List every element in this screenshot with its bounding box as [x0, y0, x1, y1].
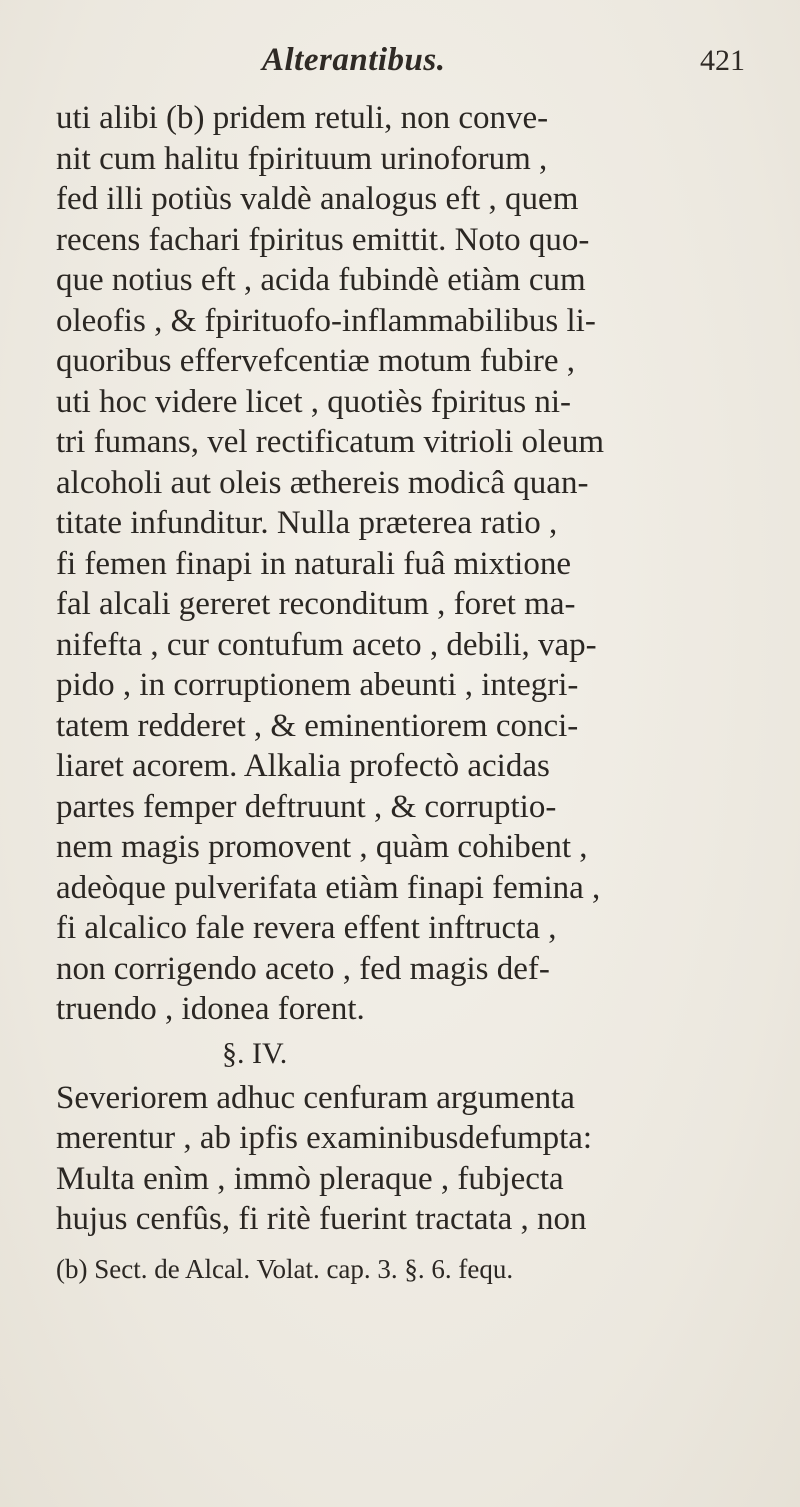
text-line: uti hoc videre licet , quotiès fpiritus ni- — [56, 383, 572, 420]
text-line: alcoholi aut oleis æthereis modicâ quan- — [56, 464, 589, 501]
running-head-title: Alterantibus. — [262, 42, 446, 78]
text-line: truendo , idonea forent. — [56, 991, 365, 1027]
text-line: fed illi potiùs valdè analogus eft , quem — [56, 181, 579, 217]
running-head — [0, 38, 800, 98]
text-line: uti alibi (b) pridem retuli, non conve- — [56, 100, 549, 136]
text-line: liaret acorem. Alkalia profectò acidas — [56, 748, 550, 784]
text-line: que notius eft , acida fubindè etiàm cum — [56, 262, 586, 298]
text-line: nem magis promovent , quàm cohibent , — [56, 829, 588, 865]
text-line: quoribus effervefcentiæ motum fubire , — [56, 343, 575, 379]
text-line: hujus cenfûs, fi ritè fuerint tractata , non — [56, 1201, 587, 1237]
text-line: fi femen finapi in naturali fuâ mixtione — [56, 545, 571, 582]
page-number: 421 — [700, 44, 745, 77]
text-line: Multa enìm , immò pleraque , fubjecta — [56, 1160, 564, 1197]
text-line: Severiorem adhuc cenfuram argumenta — [56, 1079, 575, 1116]
text-line: tri fumans, vel rectificatum vitrioli oleum — [56, 424, 605, 460]
text-line: fi alcalico fale revera effent inftructa , — [56, 910, 557, 946]
body-text — [56, 98, 756, 1240]
text-line: oleofis , & fpirituofo-inflammabilibus li- — [56, 302, 596, 339]
text-line: fal alcali gereret reconditum , foret ma- — [56, 586, 576, 622]
text-line: non corrigendo aceto , fed magis def- — [56, 950, 550, 987]
text-line: pido , in corruptionem abeunti , integri- — [56, 667, 579, 703]
text-line: merentur , ab ipfis examinibusdefumpta: — [56, 1120, 593, 1156]
section-heading: §. IV. — [222, 1036, 288, 1070]
text-line: tatem redderet , & eminentiorem conci- — [56, 707, 579, 744]
footnote: (b) Sect. de Alcal. Volat. cap. 3. §. 6. fequ. — [56, 1254, 514, 1284]
text-line: nit cum halitu fpirituum urinoforum , — [56, 140, 548, 177]
text-line: titate infunditur. Nulla præterea ratio , — [56, 505, 558, 541]
text-line: recens fachari fpiritus emittit. Noto quo- — [56, 221, 590, 258]
text-line: nifefta , cur contufum aceto , debili, vap- — [56, 626, 597, 663]
text-line: partes femper deftruunt , & corruptio- — [56, 788, 557, 825]
text-line: adeòque pulverifata etiàm finapi femina , — [56, 869, 601, 906]
